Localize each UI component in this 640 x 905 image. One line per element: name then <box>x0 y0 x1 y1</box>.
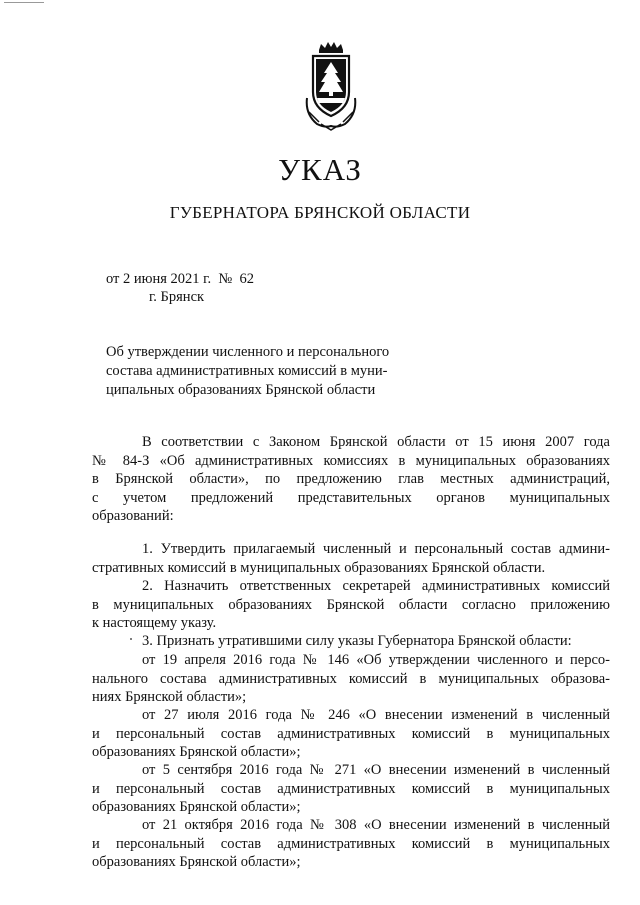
text-line: 1. Утвердить прилагаемый численный и персональный состав админи- <box>142 541 610 557</box>
city-line: г. Брянск <box>149 289 205 305</box>
text-line: образованиях Брянской области»; <box>92 744 301 760</box>
repealed-decree-246 <box>92 706 610 762</box>
text-line: стративных комиссий в муниципальных образованиях Брянской области. <box>92 559 546 576</box>
repealed-decree-308 <box>92 816 610 872</box>
text-line: и персональный состав административных комиссий в муниципальных <box>92 725 610 742</box>
text-line: ниях Брянской области»; <box>92 689 247 705</box>
text-line: В соответствии с Законом Брянской области от 15 июня 2007 года <box>142 434 610 450</box>
subject-line: Об утверждении численного и персонального <box>106 344 390 360</box>
item-1-paragraph <box>92 540 610 577</box>
item-2-paragraph <box>92 577 610 633</box>
repealed-decree-146 <box>92 651 610 707</box>
subject-heading <box>106 343 416 400</box>
document-subtitle: ГУБЕРНАТОРА БРЯНСКОЙ ОБЛАСТИ <box>169 203 471 222</box>
text-line: и персональный состав административных комиссий в муниципальных <box>92 780 610 797</box>
text-line: с учетом предложений представительных органов муниципальных <box>92 489 610 506</box>
text-line: нального состава административных комиссий в муниципальных образова- <box>92 670 610 687</box>
text-line: к настоящему указу. <box>92 615 217 631</box>
text-line: 3. Признать утратившими силу указы Губернатора Брянской области: <box>142 633 572 649</box>
text-line: от 27 июля 2016 года № 246 «О внесении изменений в численный <box>142 707 610 723</box>
text-line: 2. Назначить ответственных секретарей административных комиссий <box>142 578 610 594</box>
text-line: № 84-З «Об административных комиссиях в муниципальных образованиях <box>92 452 610 469</box>
text-line: в муниципальных образованиях Брянской области согласно приложению <box>92 596 610 613</box>
text-line: образованиях Брянской области»; <box>92 854 301 870</box>
scan-corner-mark <box>4 2 44 7</box>
text-line: и персональный состав административных комиссий в муниципальных <box>92 835 610 852</box>
text-line: от 21 октября 2016 года № 308 «О внесении изменений в численный <box>142 817 610 833</box>
preamble-paragraph <box>92 433 610 526</box>
item-3-paragraph <box>92 632 610 651</box>
subject-line: ципальных образованиях Брянской области <box>106 382 376 398</box>
date-number-line: от 2 июня 2021 г. № 62 <box>106 271 254 287</box>
text-line: от 19 апреля 2016 года № 146 «Об утверждении численного и персо- <box>142 652 610 668</box>
document-title: УКАЗ <box>278 152 362 187</box>
text-line: в Брянской области», по предложению глав местных администраций, <box>92 471 610 487</box>
repealed-decree-271 <box>92 761 610 817</box>
coat-of-arms-icon <box>295 40 367 132</box>
text-line: образований: <box>92 508 174 524</box>
subject-line: состава административных комиссий в муни- <box>106 363 388 379</box>
text-line: образованиях Брянской области»; <box>92 799 301 815</box>
text-line: от 5 сентября 2016 года № 271 «О внесении изменений в численный <box>142 762 610 778</box>
